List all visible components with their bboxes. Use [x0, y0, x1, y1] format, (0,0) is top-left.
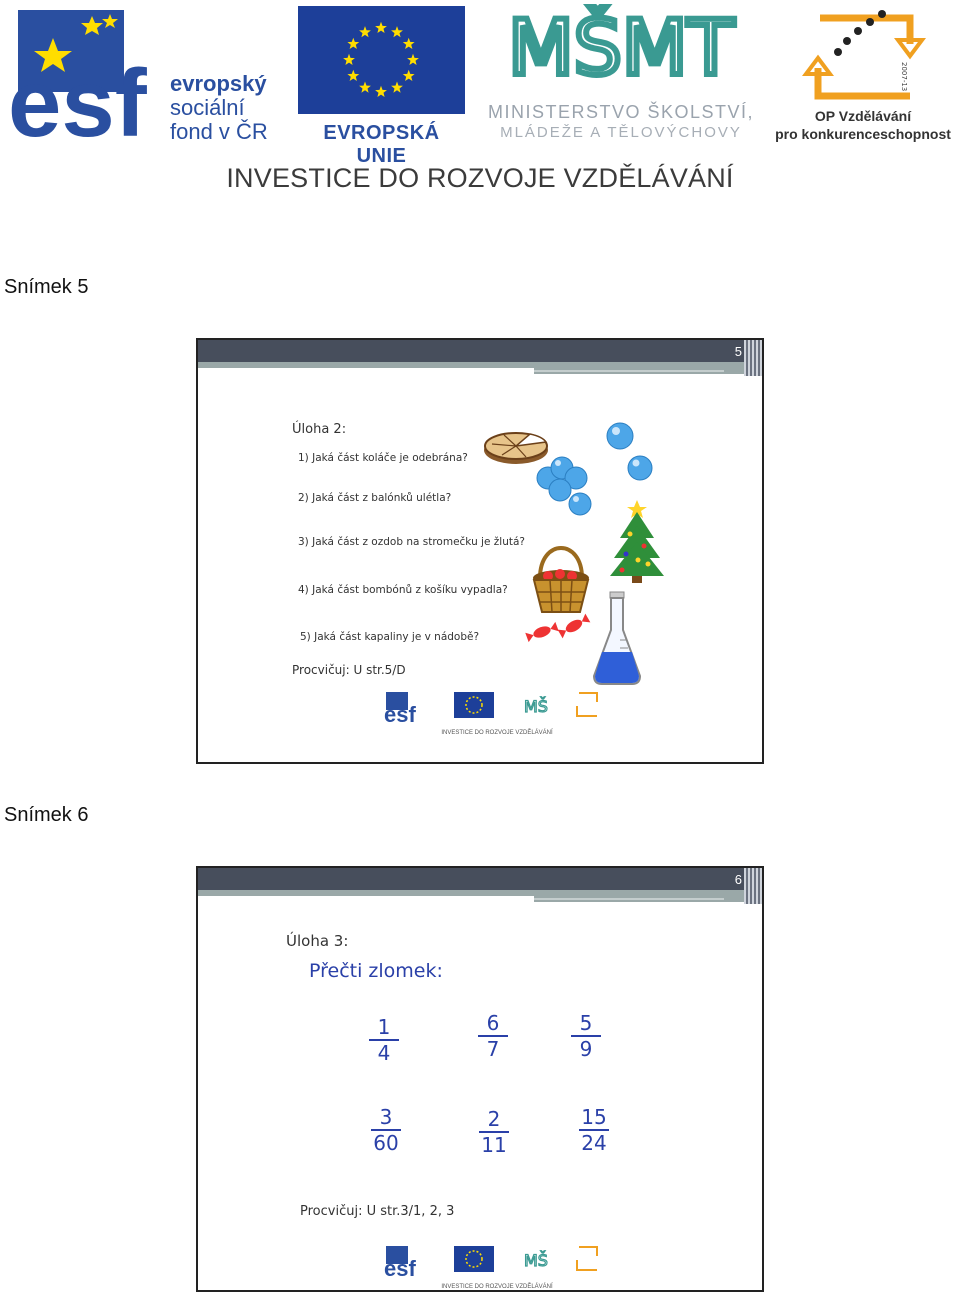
instruction: Přečti zlomek: — [309, 960, 443, 982]
msmt-line2: MLÁDEŽE A TĚLOVÝCHOVY — [500, 124, 742, 141]
eu-flag-icon — [298, 6, 465, 114]
svg-text:esf: esf — [384, 1256, 416, 1281]
fraction-6-7 — [473, 1012, 513, 1060]
fraction-2-11 — [474, 1108, 514, 1156]
eu-star-icon — [403, 70, 415, 81]
op-logo-graphic — [770, 4, 956, 104]
slide-stripe-accent-light — [534, 370, 724, 372]
question-4: 4) Jaká část bombónů z košíku vypadla? — [298, 584, 508, 596]
eu-star-icon — [359, 26, 371, 37]
op-logo — [770, 4, 960, 144]
fraction-numerator: 5 — [579, 1011, 593, 1035]
slide-stripe-accent-light — [534, 898, 724, 900]
eu-stars-icon — [298, 6, 465, 114]
esf-line2: sociální — [170, 95, 245, 120]
fraction-denominator: 9 — [579, 1037, 593, 1061]
slide-number: 6 — [734, 872, 742, 887]
investice-title: INVESTICE DO ROZVOJE VZDĚLÁVÁNÍ — [226, 163, 734, 193]
flask-icon — [590, 590, 644, 688]
slide-corner-bars — [744, 340, 762, 376]
msmt-logo-graphic — [476, 4, 766, 104]
eu-star-icon — [343, 54, 355, 65]
slide-header-bar — [198, 340, 762, 362]
svg-text:esf: esf — [384, 702, 416, 727]
fraction-numerator: 15 — [581, 1105, 607, 1129]
fraction-15-24 — [574, 1106, 614, 1154]
slide-5 — [196, 338, 764, 764]
eu-star-icon — [375, 86, 387, 97]
christmas-tree-icon — [608, 498, 666, 584]
fraction-3-60 — [366, 1106, 406, 1154]
svg-text:MŠ: MŠ — [524, 697, 548, 716]
fraction-numerator: 6 — [486, 1011, 500, 1035]
candies-icon — [524, 612, 596, 646]
esf-line1: evropský — [170, 71, 267, 96]
eu-star-icon — [347, 38, 359, 49]
task-title: Úloha 2: — [292, 422, 347, 437]
fraction-5-9 — [566, 1012, 606, 1060]
practice-note: Procvičuj: U str.5/D — [292, 663, 406, 677]
question-2: 2) Jaká část z balónků ulétla? — [298, 492, 452, 504]
practice-note: Procvičuj: U str.3/1, 2, 3 — [300, 1204, 455, 1219]
esf-logo-graphic — [8, 8, 168, 148]
eu-star-icon — [359, 82, 371, 93]
esf-caption — [170, 72, 268, 144]
esf-logo — [8, 8, 298, 148]
fraction-denominator: 7 — [486, 1037, 500, 1061]
msmt-line1: MINISTERSTVO ŠKOLSTVÍ, — [487, 102, 755, 122]
fraction-denominator: 24 — [581, 1131, 607, 1155]
question-3: 3) Jaká část z ozdob na stromečku je žlutá? — [298, 536, 525, 548]
fraction-numerator: 2 — [487, 1107, 501, 1131]
candy-basket-icon — [530, 538, 592, 618]
slide-caption: Snímek 5 — [4, 276, 89, 298]
mini-footer-logos — [384, 1244, 610, 1290]
op-line1: OP Vzdělávání — [814, 108, 912, 124]
fraction-1-4 — [364, 1016, 404, 1064]
header-banner — [0, 0, 960, 215]
fraction-denominator: 60 — [373, 1131, 399, 1155]
task-title: Úloha 3: — [286, 932, 349, 950]
esf-logo-letters: esf — [8, 50, 147, 148]
slide-number: 5 — [734, 344, 742, 359]
esf-line3: fond v ČR — [170, 119, 268, 144]
msmt-logo — [476, 4, 766, 144]
slide-caption: Snímek 6 — [4, 804, 89, 826]
eu-star-icon — [347, 70, 359, 81]
eu-star-icon — [391, 26, 403, 37]
slide-corner-bars — [744, 868, 762, 904]
question-1: 1) Jaká část koláče je odebrána? — [298, 452, 468, 464]
mini-footer-text: INVESTICE DO ROZVOJE VZDĚLÁVÁNÍ — [441, 730, 553, 736]
eu-star-icon — [375, 22, 387, 33]
eu-label: EVROPSKÁ UNIE — [323, 122, 440, 167]
eu-star-icon — [403, 38, 415, 49]
question-5: 5) Jaká část kapaliny je v nádobě? — [300, 631, 480, 643]
slide-6 — [196, 866, 764, 1292]
fraction-denominator: 11 — [481, 1133, 507, 1157]
eu-star-icon — [407, 54, 419, 65]
op-year-label: 2007-13 — [900, 62, 908, 92]
fraction-numerator: 3 — [379, 1105, 393, 1129]
eu-logo — [298, 6, 465, 167]
mini-footer-logos — [384, 690, 610, 736]
slide-header-bar — [198, 868, 762, 890]
svg-text:MŠ: MŠ — [524, 1251, 548, 1270]
eu-star-icon — [391, 82, 403, 93]
op-line2: pro konkurenceschopnost — [775, 126, 951, 142]
fraction-numerator: 1 — [377, 1015, 391, 1039]
fraction-denominator: 4 — [377, 1041, 391, 1065]
mini-footer-text: INVESTICE DO ROZVOJE VZDĚLÁVÁNÍ — [441, 1284, 553, 1290]
msmt-logo-letters: MŠMT — [508, 4, 734, 92]
